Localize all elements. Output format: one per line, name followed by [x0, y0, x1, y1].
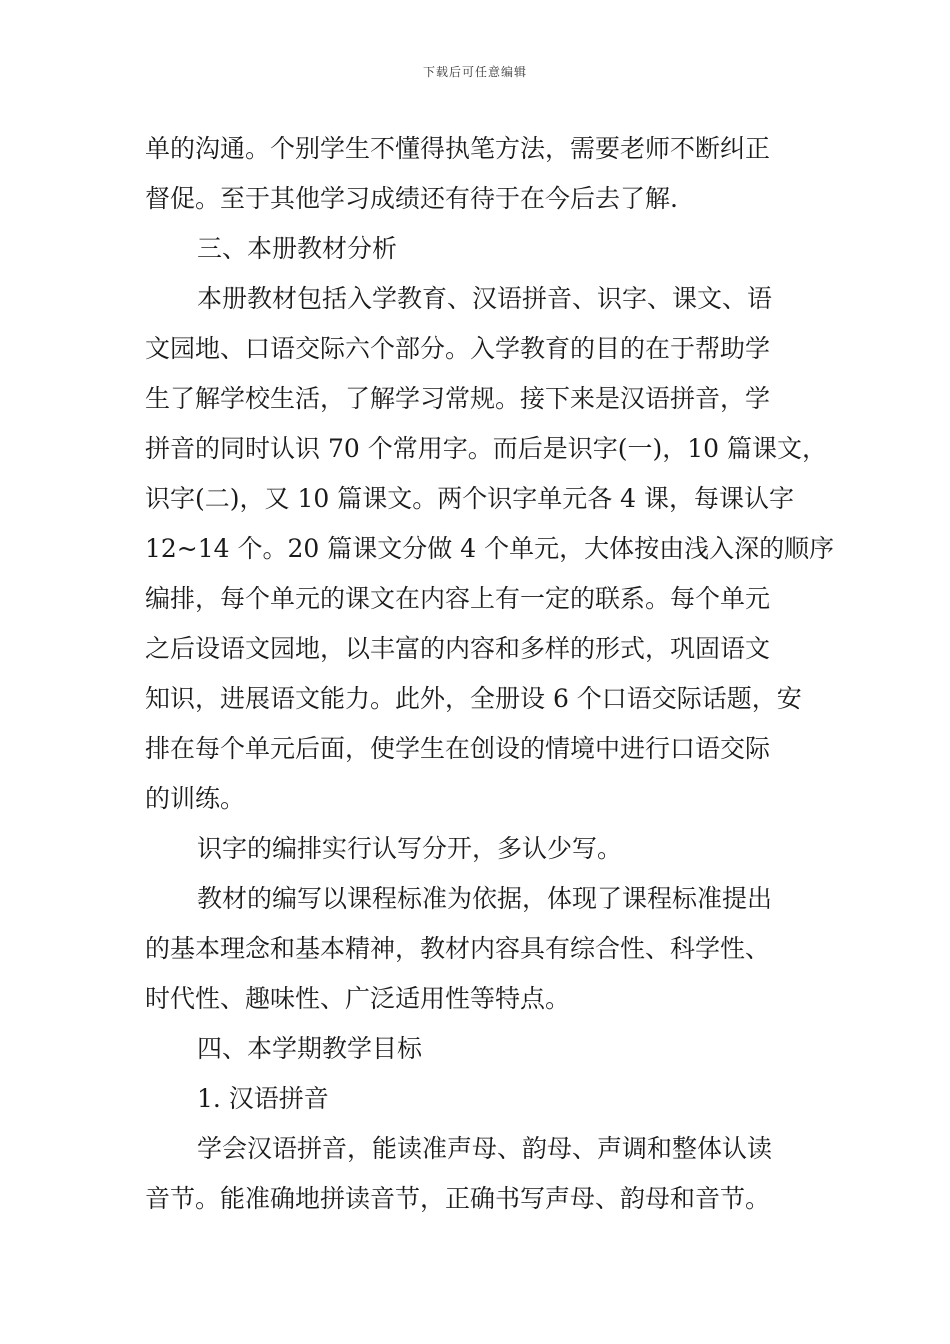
text-line: 的训练。 [145, 784, 246, 813]
paragraph-start: 本册教材包括入学教育、汉语拼音、识字、课文、语 [197, 284, 773, 313]
text-line: 知识，进展语文能力。此外，全册设 6 个口语交际话题，安 [145, 684, 802, 713]
section-heading: 四、本学期教学目标 [197, 1034, 423, 1063]
text-line: 之后设语文园地，以丰富的内容和多样的形式，巩固语文 [145, 634, 771, 663]
text-line: 排在每个单元后面，使学生在创设的情境中进行口语交际 [145, 734, 771, 763]
paragraph-start: 学会汉语拼音，能读准声母、韵母、声调和整体认读 [197, 1134, 773, 1163]
text-line: 音节。能准确地拼读音节，正确书写声母、韵母和音节。 [145, 1184, 771, 1213]
subsection-heading: 1. 汉语拼音 [197, 1084, 329, 1113]
document-body [145, 124, 835, 1224]
text-line: 单的沟通。个别学生不懂得执笔方法，需要老师不断纠正 [145, 134, 771, 163]
text-line: 拼音的同时认识 70 个常用字。而后是识字(一)，10 篇课文， [145, 434, 827, 463]
text-line: 督促。至于其他学习成绩还有待于在今后去了解. [145, 184, 678, 213]
paragraph-start: 识字的编排实行认写分开，多认少写。 [197, 834, 623, 863]
paragraph-start: 教材的编写以课程标准为依据，体现了课程标准提出 [197, 884, 773, 913]
text-line: 的基本理念和基本精神，教材内容具有综合性、科学性、 [145, 934, 771, 963]
text-line: 时代性、趣味性、广泛适用性等特点。 [145, 984, 571, 1013]
text-line: 识字(二)，又 10 篇课文。两个识字单元各 4 课，每课认字 [145, 484, 795, 513]
section-heading: 三、本册教材分析 [197, 234, 398, 263]
text-line: 编排，每个单元的课文在内容上有一定的联系。每个单元 [145, 584, 771, 613]
text-line: 12~14 个。20 篇课文分做 4 个单元，大体按由浅入深的顺序 [145, 534, 835, 563]
text-line: 生了解学校生活，了解学习常规。接下来是汉语拼音，学 [145, 384, 771, 413]
text-line: 文园地、口语交际六个部分。入学教育的目的在于帮助学 [145, 334, 771, 363]
page-header-note: 下载后可任意编辑 [422, 65, 527, 79]
